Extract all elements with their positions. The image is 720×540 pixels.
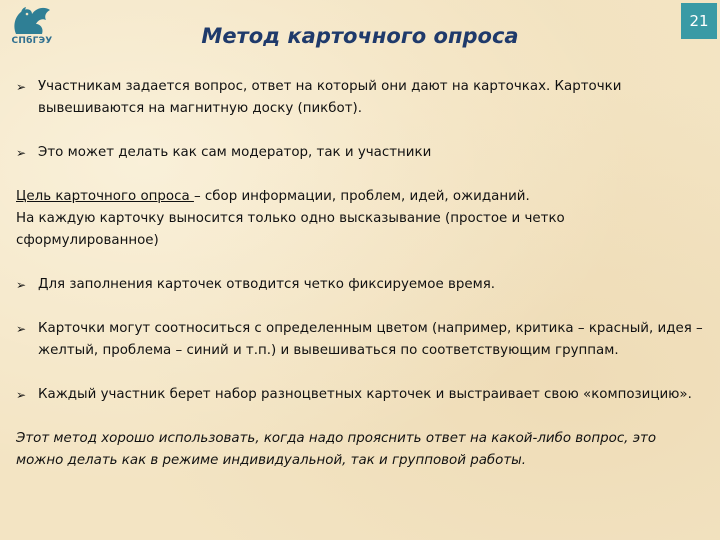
bullet-text: Для заполнения карточек отводится четко фиксируемое время.: [38, 277, 496, 292]
goal-definition: – сбор информации, проблем, идей, ожиданий.: [193, 189, 530, 204]
bullet-text: Каждый участник берет набор разноцветных карточек и выстраивает свою «композицию».: [38, 387, 692, 402]
bullet-item: [16, 384, 706, 406]
arrow-bullet-icon: ➢: [16, 278, 27, 292]
slide-title: Метод карточного опроса: [201, 24, 519, 48]
bullet-text: Это может делать как сам модератор, так и участники: [38, 145, 432, 160]
logo-text: СПбГЭУ: [11, 36, 53, 46]
goal-line-2: На каждую карточку выносится только одно высказывание (простое и четко сформулированное): [16, 211, 565, 248]
arrow-bullet-icon: ➢: [16, 322, 27, 336]
slide-content: [16, 76, 706, 472]
bullet-text: Участникам задается вопрос, ответ на который они дают на карточках. Карточки вывешиваются на магнитную доску (пикбот).: [38, 79, 622, 116]
bullet-item: [16, 76, 706, 120]
bullet-item: [16, 318, 706, 362]
page-number-badge: 21: [681, 3, 717, 39]
goal-paragraph: [16, 186, 706, 208]
bullet-item: [16, 142, 706, 164]
arrow-bullet-icon: ➢: [16, 388, 27, 402]
arrow-bullet-icon: ➢: [16, 80, 27, 94]
method-note: Этот метод хорошо использовать, когда надо прояснить ответ на какой-либо вопрос, это можно делать как в режиме индивидуальной, так и групповой работы.: [16, 431, 657, 468]
arrow-bullet-icon: ➢: [16, 146, 27, 160]
goal-term: Цель карточного опроса: [16, 189, 194, 204]
bullet-item: [16, 274, 706, 296]
bullet-text: Карточки могут соотноситься с определенным цветом (например, критика – красный, идея – желтый, проблема – синий и т.п.) и вывешиваться по соответствующим группам.: [38, 321, 703, 358]
